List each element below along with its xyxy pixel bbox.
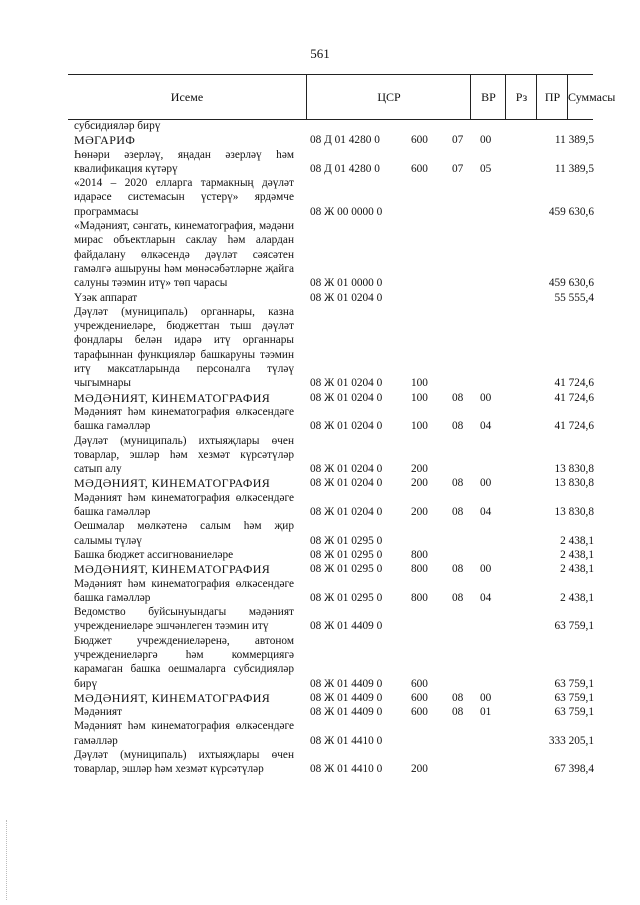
row-name: МӘДӘНИЯТ, КИНЕМАТОГРАФИЯ <box>74 562 271 577</box>
row-vr: 600 <box>411 162 428 175</box>
table-row <box>74 748 594 777</box>
table-row <box>74 476 594 490</box>
row-pr: 00 <box>480 134 492 147</box>
row-name: «2014 – 2020 елларга тармакның дәүләт идарәсе системасын үстерү» ярдәмче программасы <box>74 177 294 218</box>
row-csr: 08 Ж 01 4409 0 <box>310 706 383 719</box>
row-csr: 08 Ж 01 4409 0 <box>310 677 383 690</box>
row-name: МӘДӘНИЯТ, КИНЕМАТОГРАФИЯ <box>74 690 271 705</box>
row-pr: 01 <box>480 706 492 719</box>
row-vr: 100 <box>411 391 428 404</box>
row-name: МӘГАРИФ <box>74 133 136 148</box>
table-row <box>74 291 594 305</box>
row-vr: 600 <box>411 677 428 690</box>
row-sum: 55 555,4 <box>554 291 594 304</box>
row-vr: 600 <box>411 691 428 704</box>
row-csr: 08 Ж 01 0295 0 <box>310 563 383 576</box>
column-header-csr: ЦСР <box>306 75 471 119</box>
row-vr: 200 <box>411 763 428 776</box>
table-row <box>74 219 594 290</box>
table-row <box>74 176 594 219</box>
row-vr: 200 <box>411 463 428 476</box>
row-csr: 08 Д 01 4280 0 <box>310 134 380 147</box>
budget-table-body <box>74 119 594 777</box>
table-row <box>74 405 594 434</box>
row-rz: 08 <box>452 563 464 576</box>
row-pr: 00 <box>480 691 492 704</box>
table-header <box>68 74 616 120</box>
row-csr: 08 Ж 00 0000 0 <box>310 205 383 218</box>
table-row <box>74 305 594 391</box>
row-csr: 08 Ж 01 0204 0 <box>310 377 383 390</box>
row-vr: 800 <box>411 591 428 604</box>
row-vr: 200 <box>411 506 428 519</box>
row-rz: 08 <box>452 506 464 519</box>
row-csr: 08 Ж 01 0295 0 <box>310 591 383 604</box>
row-sum: 2 438,1 <box>560 534 594 547</box>
row-vr: 100 <box>411 377 428 390</box>
row-sum: 63 759,1 <box>554 620 594 633</box>
row-name: «Мәдәният, сәнгать, кинематография, мәдәни мирас объектларын саклау һәм алардан файдалану өлкәсендә дәүләт сәясәтен гамәлгә ашыруны һәм мөнәсәбәтләрне җайга салуны тәэмин итү» төп чарасы <box>74 220 294 290</box>
row-name: Башка бюджет ассигнованиеләре <box>74 548 234 561</box>
row-rz: 08 <box>452 691 464 704</box>
row-name: Дәүләт (муниципаль) ихтыяҗлары өчен товарлар, эшләр һәм хезмәт күрсәтүләр <box>74 749 294 776</box>
row-rz: 08 <box>452 591 464 604</box>
row-name: Дәүләт (муниципаль) ихтыяҗлары өчен товарлар, эшләр һәм хезмәт күрсәтүләр сатып алу <box>74 434 294 476</box>
row-csr: 08 Ж 01 4410 0 <box>310 763 383 776</box>
row-rz: 07 <box>452 162 464 175</box>
row-csr: 08 Ж 01 0204 0 <box>310 391 383 404</box>
row-csr: 08 Ж 01 4409 0 <box>310 691 383 704</box>
column-header-name: Исеме <box>170 90 204 104</box>
row-sum: 63 759,1 <box>554 691 594 704</box>
row-vr: 800 <box>411 548 428 561</box>
table-row <box>74 391 594 405</box>
row-name: МӘДӘНИЯТ, КИНЕМАТОГРАФИЯ <box>74 476 271 491</box>
row-csr: 08 Ж 01 4409 0 <box>310 620 383 633</box>
row-name: субсидияләр бирү <box>74 120 161 132</box>
row-rz: 08 <box>452 391 464 404</box>
row-pr: 04 <box>480 506 492 519</box>
row-csr: 08 Ж 01 0204 0 <box>310 291 383 304</box>
row-pr: 00 <box>480 563 492 576</box>
table-row <box>74 548 594 562</box>
row-vr: 200 <box>411 477 428 490</box>
row-csr: 08 Ж 01 0204 0 <box>310 463 383 476</box>
row-csr: 08 Ж 01 0295 0 <box>310 548 383 561</box>
row-rz: 07 <box>452 134 464 147</box>
row-name: Мәдәният һәм кинематография өлкәсендәге башка гамәлләр <box>74 405 294 433</box>
table-row <box>74 119 594 133</box>
column-header-pr: ПР <box>536 75 568 119</box>
row-pr: 00 <box>480 391 492 404</box>
row-vr: 800 <box>411 563 428 576</box>
page-number: 561 <box>310 46 330 61</box>
table-row <box>74 719 594 748</box>
row-sum: 41 724,6 <box>554 420 594 433</box>
row-name: Бюджет учреждениеләренә, автоном учреждениеләргә һәм коммерциягә карамаган башка оешмаларга субсидияләр бирү <box>74 634 294 690</box>
table-row <box>74 577 594 606</box>
row-csr: 08 Ж 01 0295 0 <box>310 534 383 547</box>
row-csr: 08 Ж 01 4410 0 <box>310 734 383 747</box>
row-vr: 600 <box>411 134 428 147</box>
row-sum: 2 438,1 <box>560 563 594 576</box>
row-sum: 459 630,6 <box>548 277 594 290</box>
row-vr: 100 <box>411 420 428 433</box>
row-pr: 00 <box>480 477 492 490</box>
row-csr: 08 Д 01 4280 0 <box>310 162 380 175</box>
row-sum: 67 398,4 <box>554 763 594 776</box>
row-sum: 63 759,1 <box>554 677 594 690</box>
table-row <box>74 562 594 576</box>
table-row <box>74 634 594 691</box>
row-csr: 08 Ж 01 0204 0 <box>310 477 383 490</box>
row-sum: 333 205,1 <box>548 734 594 747</box>
column-header-vr: ВР <box>470 75 506 119</box>
row-name: Ведомство буйсынуындагы мәдәният учреждениеләре эшчәнлеген тәэмин итү <box>74 606 294 633</box>
table-row <box>74 705 594 719</box>
row-sum: 13 830,8 <box>554 463 594 476</box>
row-csr: 08 Ж 01 0204 0 <box>310 420 383 433</box>
row-pr: 04 <box>480 591 492 604</box>
row-rz: 08 <box>452 706 464 719</box>
row-csr: 08 Ж 01 0204 0 <box>310 506 383 519</box>
table-row <box>74 434 594 477</box>
row-name: Мәдәният һәм кинематография өлкәсендәге башка гамәлләр <box>74 577 294 604</box>
margin-marks <box>6 820 9 900</box>
row-sum: 41 724,6 <box>554 377 594 390</box>
table-row <box>74 148 594 177</box>
row-name: Һөнәри әзерләү, яңадан әзерләү һәм квалификация күтәрү <box>74 148 294 175</box>
row-name: МӘДӘНИЯТ, КИНЕМАТОГРАФИЯ <box>74 390 271 405</box>
column-header-rz: Рз <box>505 75 537 119</box>
row-name: Мәдәният һәм кинематография өлкәсендәге гамәлләр <box>74 720 294 747</box>
table-row <box>74 519 594 548</box>
row-sum: 2 438,1 <box>560 591 594 604</box>
row-name: Үзәк аппарат <box>74 291 138 304</box>
row-vr: 600 <box>411 706 428 719</box>
row-sum: 13 830,8 <box>554 477 594 490</box>
row-sum: 2 438,1 <box>560 548 594 561</box>
table-row <box>74 491 594 520</box>
row-csr: 08 Ж 01 0000 0 <box>310 277 383 290</box>
row-rz: 08 <box>452 477 464 490</box>
row-pr: 05 <box>480 162 492 175</box>
row-name: Мәдәният <box>74 706 123 719</box>
table-row <box>74 691 594 705</box>
row-sum: 63 759,1 <box>554 706 594 719</box>
table-row <box>74 605 594 634</box>
row-sum: 41 724,6 <box>554 391 594 404</box>
row-pr: 04 <box>480 420 492 433</box>
row-sum: 11 389,5 <box>554 134 594 147</box>
row-sum: 13 830,8 <box>554 506 594 519</box>
row-sum: 11 389,5 <box>554 162 594 175</box>
row-name: Оешмалар мөлкәтенә салым һәм җир салымы түләү <box>74 520 294 547</box>
row-name: Мәдәният һәм кинематография өлкәсендәге башка гамәлләр <box>74 491 294 519</box>
row-sum: 459 630,6 <box>548 205 594 218</box>
row-rz: 08 <box>452 420 464 433</box>
row-name: Дәүләт (муниципаль) органнары, казна учреждениеләре, бюджеттан тыш дәүләт фондлары белән идарә итү органнары тарафыннан функцияләр башкаруны тәэмин итү максатларында персоналга түләү чыгымнары <box>74 305 294 390</box>
table-row <box>74 133 594 147</box>
column-header-sum: Суммасы <box>567 75 594 119</box>
